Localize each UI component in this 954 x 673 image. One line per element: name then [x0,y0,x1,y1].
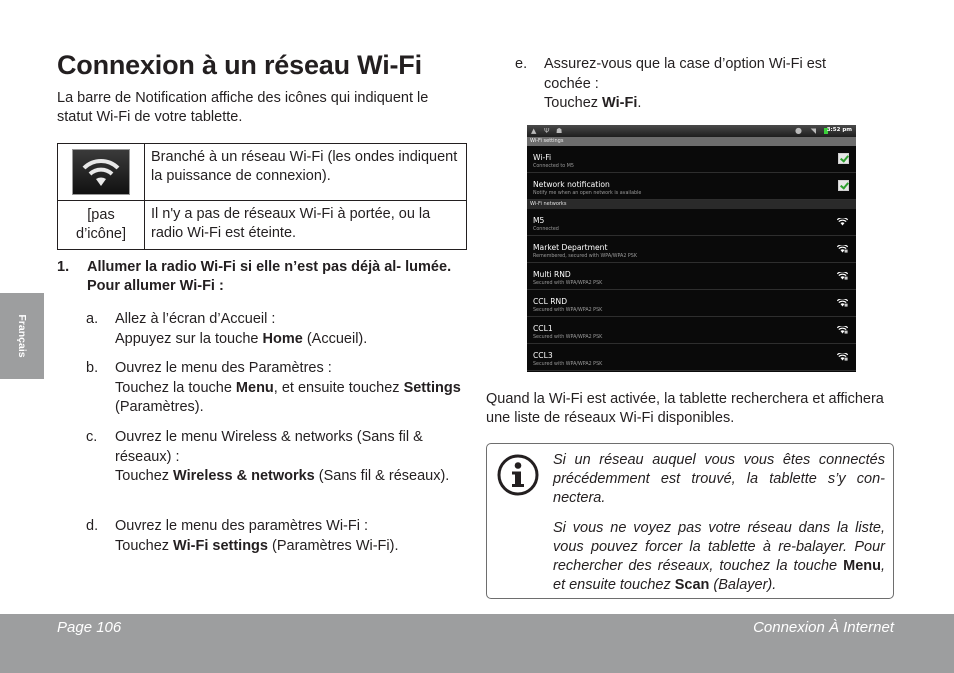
network-name: CCL RND [533,297,568,306]
clock: 3:52 pm [826,127,852,133]
network-row[interactable] [527,317,856,344]
wifi-locked-icon [837,245,848,253]
icon-cell [58,144,145,201]
note-line: (Balayer). [709,577,777,593]
substep-letter: a. [86,311,99,327]
globe-icon: ● [795,126,802,135]
network-status: Remembered, secured with WPA/WPA2 PSK [533,254,637,259]
network-name: M5 [533,216,545,225]
usb-icon: Ψ [544,127,550,135]
info-icon [496,453,540,497]
intro-paragraph: La barre de Notification affiche des icônes qui indiquent le statut Wi-Fi de votre tablette. [57,90,429,125]
substep-line: Touchez [115,468,174,484]
step-text: Allumer la radio Wi-Fi si elle n’est pas déjà al- lumée. Pour allumer Wi-Fi : [87,259,452,294]
substep-e [515,55,875,114]
wifi-locked-icon [837,353,848,361]
network-row[interactable] [527,263,856,290]
note-paragraph-1: Si un réseau auquel vous vous êtes connectés précédemment est trouvé, la tablette s’y con- nectera. [553,452,885,506]
network-row[interactable] [527,290,856,317]
status-bar [527,125,856,137]
substep-line: Touchez la touche [115,379,236,396]
note-text [553,451,885,606]
key-name: Wi-Fi settings [173,537,268,554]
notification-checkbox[interactable] [838,180,849,191]
key-name: Settings [403,379,461,396]
network-status: Secured with WPA/WPA2 PSK [533,308,603,313]
result-paragraph: Quand la Wi-Fi est activée, la tablette recherchera et affichera une liste de réseaux Wi-Fi disponibles. [486,391,884,426]
table-row [58,201,467,250]
substep-c [86,428,466,487]
language-label: Français [16,314,28,358]
network-name: CCL3 [533,351,553,360]
status-description: Branché à un réseau Wi-Fi (les ondes indiquent la puissance de connexion). [145,144,467,201]
wifi-connected-icon [72,149,130,195]
substep-line: Touchez [115,537,174,554]
status-description: Il n'y a pas de réseaux Wi-Fi à portée, ou la radio Wi-Fi est éteinte. [145,201,467,250]
table-row [58,144,467,201]
screen-header: Wi-Fi settings [527,137,856,146]
substep-line: . [637,95,642,111]
substep-text [115,428,466,487]
key-name: Menu [843,558,881,574]
network-name: CCL1 [533,324,553,333]
substep-text [544,55,875,114]
step-number: 1. [57,259,70,275]
substep-line: Allez à l’écran d’Accueil : [115,311,276,327]
android-icon: ☗ [556,127,563,135]
substep-letter: b. [86,360,99,376]
wifi-status-table [57,143,467,250]
wifi-toggle-row[interactable] [527,146,856,173]
wifi-locked-icon [837,326,848,334]
network-row[interactable] [527,236,856,263]
note-line: , et ensuite touchez [553,558,885,593]
row-title: Network notification [533,180,610,189]
substep-line: Ouvrez le menu des paramètres Wi-Fi : [115,518,369,534]
key-name: Menu [235,379,274,396]
substep-line: Assurez-vous que la case d’option Wi-Fi est cochée : [544,56,827,92]
key-name: Wi-Fi [602,95,638,111]
substep-letter: c. [86,429,98,445]
substep-line: (Paramètres Wi-Fi). [267,537,399,554]
wifi-locked-icon [837,299,848,307]
network-row[interactable] [527,209,856,236]
substep-b [86,359,466,418]
substep-text [115,359,466,418]
no-icon-label: [pas d’icône] [58,201,145,250]
wifi-checkbox[interactable] [838,153,849,164]
substep-line: (Paramètres). [115,399,204,415]
network-status: Secured with WPA/WPA2 PSK [533,281,603,286]
row-title: Wi-Fi [533,153,552,162]
row-status: Notify me when an open network is available [533,191,642,196]
note-paragraph-2 [553,519,885,595]
warning-icon: ▲ [531,127,537,135]
key-name: Wireless & networks [173,468,315,484]
step-1 [57,258,457,296]
substep-line: Appuyez sur la touche [115,330,263,347]
substep-line: (Sans fil & réseaux). [314,468,450,484]
substep-line: , et ensuite touchez [273,379,404,396]
network-list [527,209,856,371]
substep-line: (Accueil). [302,330,368,347]
wifi-settings-screenshot [527,125,856,372]
wifi-locked-icon [837,272,848,280]
substep-d [86,517,466,556]
networks-section-header: Wi-Fi networks [527,200,856,209]
network-status: Secured with WPA/WPA2 PSK [533,335,603,340]
info-note [486,443,894,599]
substep-line: Touchez [544,95,603,111]
section-name: Connexion À Internet [753,619,894,636]
wifi-status-icon: ◥ [810,127,816,135]
key-name: Home [262,330,303,347]
network-status: Secured with WPA/WPA2 PSK [533,362,603,367]
page-title: Connexion à un réseau Wi-Fi [57,50,422,80]
substep-letter: e. [515,56,528,72]
substep-a [86,310,466,349]
network-status: Connected [533,227,559,232]
substep-text [115,310,367,349]
wifi-signal-icon [837,218,848,226]
network-name: Multi RND [533,270,571,279]
network-name: Market Department [533,243,608,252]
page-number: Page 106 [57,619,122,636]
row-status: Connected to M5 [533,164,574,169]
substep-line: Ouvrez le menu Wireless & networks (Sans fil & réseaux) : [115,429,423,465]
note-line: Si vous ne voyez pas votre réseau dans la liste, vous pouvez forcer la tablette à re-balayer. Pour rechercher des réseaux, touchez la touche [553,520,885,574]
language-tab [0,293,44,379]
network-row[interactable] [527,344,856,371]
network-notification-row[interactable] [527,173,856,200]
substep-text [115,517,398,556]
page-footer [0,614,954,673]
substep-line: Ouvrez le menu des Paramètres : [115,360,332,376]
key-name: Scan [674,577,710,593]
substep-letter: d. [86,518,99,534]
